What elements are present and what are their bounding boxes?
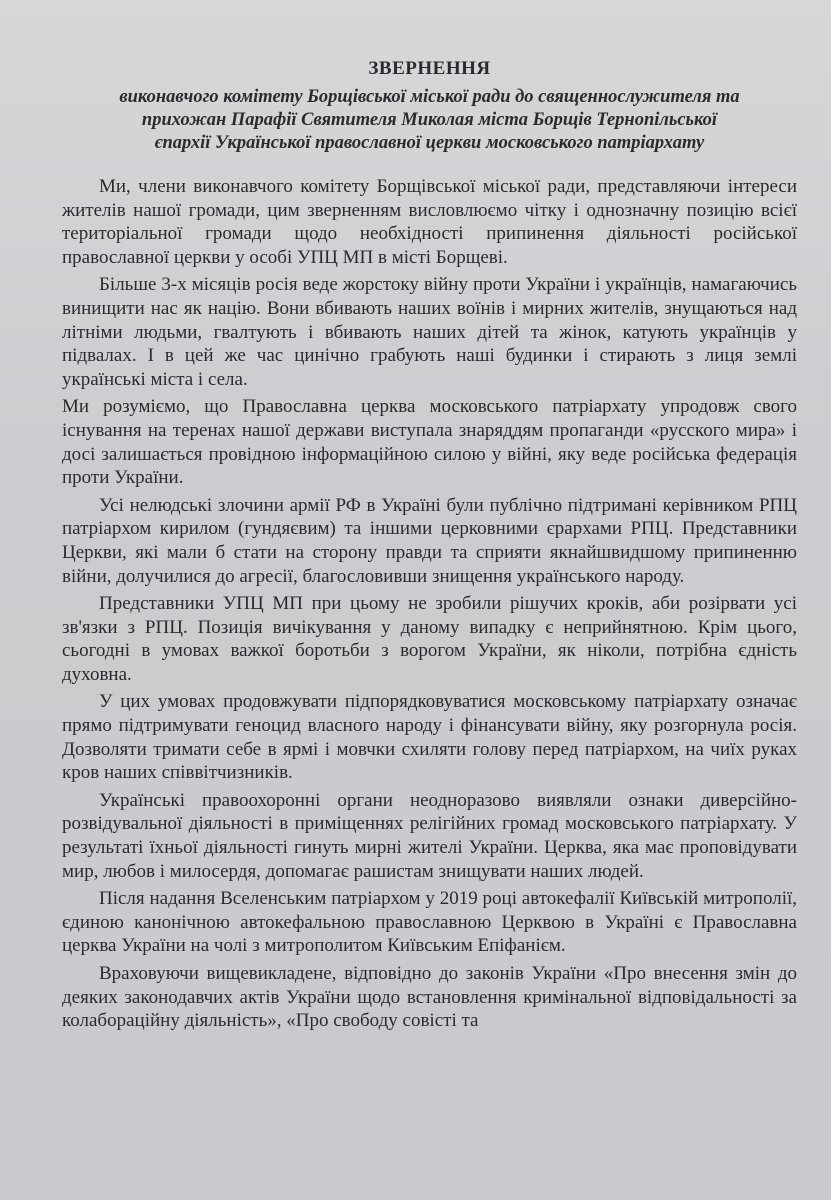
subtitle-line: виконавчого комітету Борщівської міської ради до священнослужителя та (119, 87, 740, 107)
document-title: ЗВЕРНЕННЯ (368, 58, 491, 79)
paragraph: Усі нелюдські злочини армії РФ в Україні були публічно підтримані керівником РПЦ патріархом кирилом (гундяєвим) та іншими церковними єрархами РПЦ. Представники Церкви, які мали б стати на сторону правди та сприяти якнайшвидшому припиненню війни, долучилися до агресії, благословивши знищення українського народу. (62, 494, 797, 587)
paragraph: Більше 3-х місяців росія веде жорстоку війну проти України і українців, намагаючись винищити нас як націю. Вони вбивають наших воїнів і мирних жителів, знущаються над літніми людьми, гвалтують і вбивають наших дітей та жінок, катують українців у підвалах. І в цей же час цинічно грабують наші будинки і стирають з лиця землі українські міста і села. (62, 274, 797, 390)
subtitle-line: прихожан Парафії Святителя Миколая міста Борщів Тернопільської (141, 110, 718, 130)
paragraph: Ми, члени виконавчого комітету Борщівської міської ради, представляючи інтереси жителів нашої громади, цим зверненням висловлюємо чітку і однозначну позицію всієї територіальної громади щодо необхідності припинення діяльності російської православної церкви у особі УПЦ МП в місті Борщеві. (62, 176, 797, 268)
document-body (62, 175, 797, 1033)
subtitle-line: єпархії Української православної церкви московського патріархату (154, 133, 705, 153)
paragraph: У цих умовах продовжувати підпорядковуватися московському патріархату означає прямо підтримувати геноцид власного народу і фінансувати війну, яку розгорнула росія. Дозволяти тримати себе в ярмі і мовчки схиляти голову перед патріархом, на чиїх руках кров наших співвітчизників. (62, 691, 797, 784)
document-subtitle (62, 86, 797, 155)
paragraph: Українські правоохоронні органи неодноразово виявляли ознаки диверсійно-розвідувальної діяльності в приміщеннях релігійних громад московського патріархату. У результаті їхньої діяльності гинуть мирні жителі України. Церква, яка має проповідувати мир, любов і милосердя, допомагає рашистам знищувати наших людей. (62, 789, 797, 882)
paragraph: Представники УПЦ МП при цьому не зробили рішучих кроків, аби розірвати усі зв'язки з РПЦ. Позиція вичікування у даному випадку є неприйнятною. Крім цього, сьогодні в умовах важкої боротьби з ворогом України, як ніколи, потрібна єдність духовна. (62, 593, 797, 685)
paragraph: Після надання Вселенським патріархом у 2019 році автокефалії Київській митрополії, єдиною канонічною автокефальною православною Церквою в Україні є Православна церква України на чолі з митрополитом Київським Епіфанієм. (62, 888, 797, 957)
paragraph: Враховуючи вищевикладене, відповідно до законів України «Про внесення змін до деяких законодавчих актів України щодо встановлення кримінальної відповідальності за колабораційну діяльність», «Про свободу совісті та (62, 963, 797, 1032)
paragraph: Ми розуміємо, що Православна церква московського патріархату упродовж свого існування на теренах нашої держави виступала знаряддям пропаганди «русского мира» і досі залишається провідною інформаційною силою у війні, яку веде російська федерація проти України. (62, 396, 797, 489)
